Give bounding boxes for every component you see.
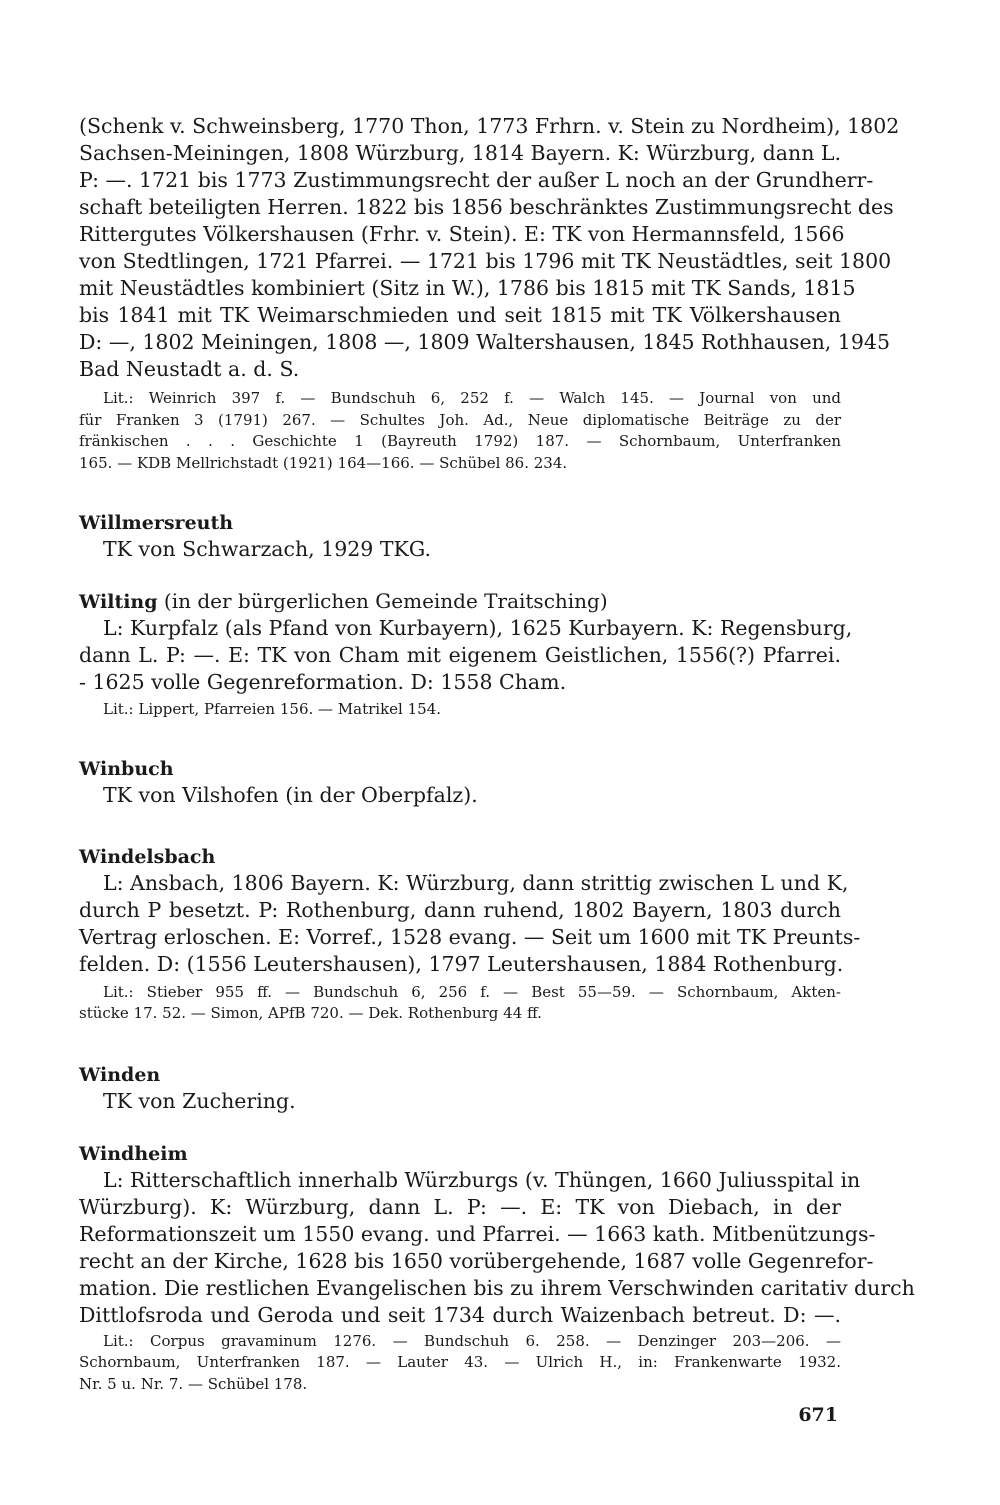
- literature-line: Lit.: Weinrich 397 f. — Bundschuh 6, 252 f. — Walch 145. — Journal von und: [103, 389, 841, 407]
- entry-title-note: (in der bürgerlichen Gemeinde Traitsching): [157, 589, 608, 613]
- body-line: Bad Neustadt a. d. S.: [79, 357, 300, 381]
- body-line: Sachsen-Meiningen, 1808 Würzburg, 1814 Bayern. K: Würzburg, dann L.: [79, 141, 842, 165]
- body-line: Dittlofsroda und Geroda und seit 1734 durch Waizenbach betreut. D: —.: [79, 1302, 841, 1327]
- body-line: D: —, 1802 Meiningen, 1808 —, 1809 Waltershausen, 1845 Rothhausen, 1945: [79, 330, 890, 354]
- entry-title: Winden: [79, 1063, 161, 1086]
- entry-winbuch: [79, 756, 841, 809]
- body-line: L: Ritterschaftlich innerhalb Würzburgs (v. Thüngen, 1660 Juliusspital in: [103, 1167, 861, 1192]
- entry-wilting: [79, 588, 853, 721]
- entry-continued: [79, 113, 900, 474]
- text-column: [79, 113, 915, 1395]
- body-line: schaft beteiligten Herren. 1822 bis 1856 beschränktes Zustimmungsrecht des: [79, 195, 894, 219]
- body-line: durch P besetzt. P: Rothenburg, dann ruhend, 1802 Bayern, 1803 durch: [79, 897, 841, 922]
- literature-line: 165. — KDB Mellrichstadt (1921) 164—166. — Schübel 86. 234.: [79, 453, 568, 472]
- entry-willmersreuth: [79, 510, 841, 563]
- body-line: Würzburg). K: Würzburg, dann L. P: —. E: TK von Diebach, in der: [79, 1194, 841, 1219]
- body-line: TK von Zuchering.: [103, 1088, 296, 1113]
- literature-line: für Franken 3 (1791) 267. — Schultes Joh. Ad., Neue diplomatische Beiträge zu der: [79, 410, 841, 429]
- body-line: TK von Vilshofen (in der Oberpfalz).: [103, 782, 478, 807]
- literature-line: Schornbaum, Unterfranken 187. — Lauter 43. — Ulrich H., in: Frankenwarte 1932.: [79, 1353, 841, 1371]
- body-line: von Stedtlingen, 1721 Pfarrei. — 1721 bis 1796 mit TK Neustädtles, seit 1800: [79, 249, 892, 273]
- body-line: (Schenk v. Schweinsberg, 1770 Thon, 1773 Frhrn. v. Stein zu Nordheim), 1802: [79, 114, 900, 138]
- literature-line: Nr. 5 u. Nr. 7. — Schübel 178.: [79, 1374, 308, 1393]
- literature-line: Lit.: Corpus gravaminum 1276. — Bundschuh 6. 258. — Denzinger 203—206. —: [103, 1331, 841, 1350]
- body-line: bis 1841 mit TK Weimarschmieden und seit 1815 mit TK Völkershausen: [79, 303, 841, 327]
- entry-title: Windelsbach: [79, 845, 216, 868]
- entry-winden: [79, 1062, 841, 1115]
- literature-line: fränkischen . . . Geschichte 1 (Bayreuth 1792) 187. — Schornbaum, Unterfranken: [79, 432, 841, 450]
- body-line: Rittergutes Völkershausen (Frhr. v. Stein). E: TK von Hermannsfeld, 1566: [79, 222, 845, 246]
- body-line: dann L. P: —. E: TK von Cham mit eigenem Geistlichen, 1556(?) Pfarrei.: [79, 643, 841, 667]
- entry-windelsbach: [79, 844, 861, 1025]
- body-line: L: Ansbach, 1806 Bayern. K: Würzburg, dann strittig zwischen L und K,: [103, 870, 849, 895]
- entry-title: Winbuch: [79, 757, 174, 780]
- body-line: mit Neustädtles kombiniert (Sitz in W.), 1786 bis 1815 mit TK Sands, 1815: [79, 276, 856, 300]
- body-line: TK von Schwarzach, 1929 TKG.: [103, 537, 432, 561]
- entry-title-row: [79, 588, 841, 615]
- page-number: 671: [798, 1404, 838, 1426]
- literature-line: Lit.: Stieber 955 ff. — Bundschuh 6, 256 f. — Best 55—59. — Schornbaum, Akten-: [103, 982, 841, 1001]
- entry-title: Windheim: [79, 1142, 188, 1165]
- entry-title: Wilting: [79, 591, 158, 613]
- body-line: felden. D: (1556 Leutershausen), 1797 Leutershausen, 1884 Rothenburg.: [79, 951, 844, 976]
- body-line: P: —. 1721 bis 1773 Zustimmungsrecht der außer L noch an der Grundherr-: [79, 168, 874, 192]
- body-line: recht an der Kirche, 1628 bis 1650 vorübergehende, 1687 volle Gegenrefor-: [79, 1248, 874, 1273]
- body-line: L: Kurpfalz (als Pfand von Kurbayern), 1625 Kurbayern. K: Regensburg,: [103, 616, 853, 640]
- body-line: mation. Die restlichen Evangelischen bis zu ihrem Verschwinden caritativ durch: [79, 1275, 915, 1300]
- literature-line: Lit.: Lippert, Pfarreien 156. — Matrikel 154.: [103, 700, 442, 718]
- body-line: Vertrag erloschen. E: Vorref., 1528 evang. — Seit um 1600 mit TK Preunts-: [79, 924, 861, 949]
- entry-title: Willmersreuth: [79, 512, 234, 534]
- entry-windheim: [79, 1141, 915, 1396]
- body-line: - 1625 volle Gegenreformation. D: 1558 Cham.: [79, 670, 567, 694]
- literature-line: stücke 17. 52. — Simon, APfB 720. — Dek. Rothenburg 44 ff.: [79, 1004, 542, 1022]
- body-line: Reformationszeit um 1550 evang. und Pfarrei. — 1663 kath. Mitbenützungs-: [79, 1221, 876, 1246]
